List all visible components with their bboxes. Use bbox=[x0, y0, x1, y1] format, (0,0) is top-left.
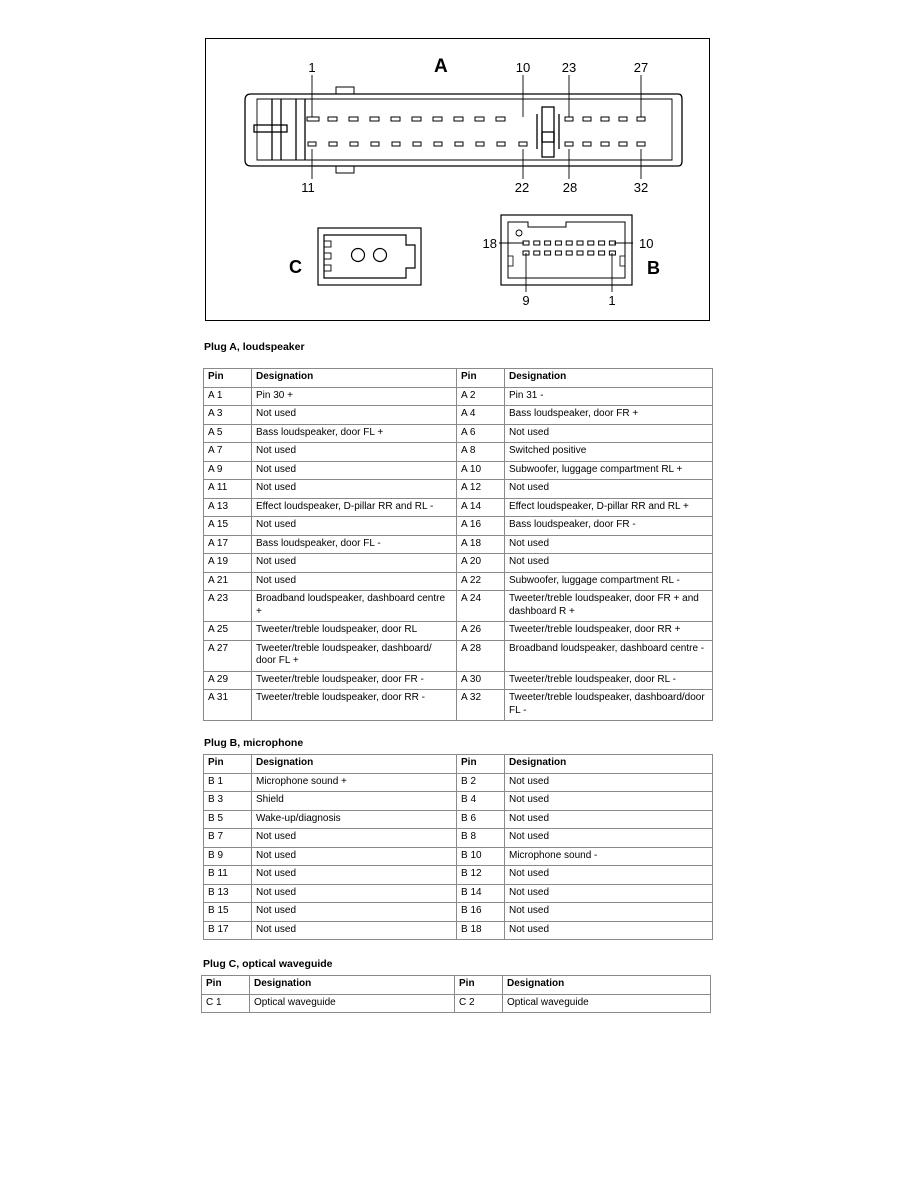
designation-cell: Not used bbox=[252, 554, 457, 573]
pin-cell: A 22 bbox=[457, 572, 505, 591]
plug-a-pin bbox=[637, 142, 645, 146]
designation-cell: Not used bbox=[252, 903, 457, 922]
plug-a-pin bbox=[583, 117, 591, 121]
plug-b-pin-18-label: 18 bbox=[482, 236, 497, 251]
designation-cell: Not used bbox=[505, 921, 713, 940]
table-row bbox=[204, 461, 713, 480]
pin-cell: B 9 bbox=[204, 847, 252, 866]
pin-cell: A 6 bbox=[457, 424, 505, 443]
designation-cell: Effect loudspeaker, D-pillar RR and RL + bbox=[505, 498, 713, 517]
pin-cell: A 17 bbox=[204, 535, 252, 554]
plug-b-pin-9-label: 9 bbox=[522, 293, 530, 308]
pin-cell: A 10 bbox=[457, 461, 505, 480]
designation-cell: Tweeter/treble loudspeaker, dashboard/door FL - bbox=[505, 690, 713, 721]
designation-cell: Not used bbox=[505, 424, 713, 443]
plug-a-pin bbox=[519, 142, 527, 146]
plug-b-pins bbox=[523, 241, 615, 255]
plug-b-pin bbox=[588, 241, 594, 245]
designation-cell: Not used bbox=[252, 921, 457, 940]
pin-cell: B 7 bbox=[204, 829, 252, 848]
pin-cell: A 25 bbox=[204, 622, 252, 641]
pin-cell: A 12 bbox=[457, 480, 505, 499]
plug-a-pin bbox=[497, 142, 505, 146]
table-row bbox=[204, 921, 713, 940]
designation-cell: Bass loudspeaker, door FR + bbox=[505, 406, 713, 425]
designation-cell: Not used bbox=[252, 829, 457, 848]
pin-cell: B 16 bbox=[457, 903, 505, 922]
pin-cell: B 15 bbox=[204, 903, 252, 922]
pin-cell: A 5 bbox=[204, 424, 252, 443]
plug-a-pins bbox=[307, 117, 645, 146]
plug-a-label: A bbox=[434, 56, 448, 77]
table-row bbox=[204, 517, 713, 536]
pin-cell: A 31 bbox=[204, 690, 252, 721]
designation-cell: Tweeter/treble loudspeaker, door RL - bbox=[505, 671, 713, 690]
designation-cell: Microphone sound + bbox=[252, 773, 457, 792]
plug-a-pin bbox=[565, 117, 573, 121]
pin-cell: B 4 bbox=[457, 792, 505, 811]
header-designation: Designation bbox=[505, 755, 713, 774]
designation-cell: Subwoofer, luggage compartment RL - bbox=[505, 572, 713, 591]
plug-b-pin bbox=[566, 251, 572, 255]
designation-cell: Not used bbox=[505, 773, 713, 792]
header-pin: Pin bbox=[202, 976, 250, 995]
designation-cell: Effect loudspeaker, D-pillar RR and RL - bbox=[252, 498, 457, 517]
table-row bbox=[204, 572, 713, 591]
plug-a-pin bbox=[371, 142, 379, 146]
table-row bbox=[204, 406, 713, 425]
designation-cell: Pin 30 + bbox=[252, 387, 457, 406]
plug-a-pin-10-label: 10 bbox=[515, 60, 531, 75]
plug-a-pin bbox=[433, 117, 442, 121]
plug-a-pin bbox=[601, 117, 609, 121]
plug-b-pin bbox=[534, 251, 540, 255]
pin-cell: A 19 bbox=[204, 554, 252, 573]
pin-cell: A 30 bbox=[457, 671, 505, 690]
designation-cell: Wake-up/diagnosis bbox=[252, 810, 457, 829]
plug-b-label: B bbox=[647, 258, 660, 278]
plug-a-pin bbox=[455, 142, 463, 146]
plug-a-pin-22-label: 22 bbox=[514, 180, 530, 195]
pin-cell: B 18 bbox=[457, 921, 505, 940]
plug-a-pin bbox=[619, 117, 627, 121]
pin-cell: A 7 bbox=[204, 443, 252, 462]
pin-cell: A 26 bbox=[457, 622, 505, 641]
header-pin: Pin bbox=[204, 369, 252, 388]
pin-cell: B 13 bbox=[204, 884, 252, 903]
plug-a-pin bbox=[601, 142, 609, 146]
designation-cell: Not used bbox=[505, 866, 713, 885]
header-pin: Pin bbox=[457, 369, 505, 388]
plug-a-pin bbox=[370, 117, 379, 121]
table-row bbox=[204, 591, 713, 622]
table-row bbox=[204, 690, 713, 721]
plug-b-pin bbox=[534, 241, 540, 245]
header-designation: Designation bbox=[252, 369, 457, 388]
pin-cell: B 1 bbox=[204, 773, 252, 792]
plug-b-pin bbox=[555, 251, 561, 255]
designation-cell: Tweeter/treble loudspeaker, door RL bbox=[252, 622, 457, 641]
header-pin: Pin bbox=[455, 976, 503, 995]
plug-a-pin bbox=[619, 142, 627, 146]
plug-a-drawing bbox=[245, 87, 682, 173]
pin-cell: A 28 bbox=[457, 640, 505, 671]
designation-cell: Broadband loudspeaker, dashboard centre - bbox=[505, 640, 713, 671]
pin-cell: A 14 bbox=[457, 498, 505, 517]
pin-cell: A 9 bbox=[204, 461, 252, 480]
plug-a-pin-32-label: 32 bbox=[633, 180, 649, 195]
designation-cell: Bass loudspeaker, door FR - bbox=[505, 517, 713, 536]
designation-cell: Switched positive bbox=[505, 443, 713, 462]
plug-b-pin-1-label: 1 bbox=[608, 293, 616, 308]
plug-a-pin bbox=[349, 117, 358, 121]
plug-a-pin bbox=[496, 117, 505, 121]
plug-a-pin bbox=[307, 117, 319, 121]
designation-cell: Bass loudspeaker, door FL - bbox=[252, 535, 457, 554]
plug-a-pin bbox=[328, 117, 337, 121]
designation-cell: Optical waveguide bbox=[503, 994, 711, 1013]
pin-cell: B 8 bbox=[457, 829, 505, 848]
header-designation: Designation bbox=[503, 976, 711, 995]
designation-cell: Broadband loudspeaker, dashboard centre + bbox=[252, 591, 457, 622]
plug-a-leaders bbox=[312, 75, 641, 179]
designation-cell: Not used bbox=[505, 792, 713, 811]
table-row bbox=[204, 847, 713, 866]
plug-b-pin bbox=[545, 241, 551, 245]
plug-b-pin bbox=[599, 241, 605, 245]
plug-b-pin bbox=[555, 241, 561, 245]
table-header-row bbox=[204, 369, 713, 388]
pin-cell: A 24 bbox=[457, 591, 505, 622]
header-designation: Designation bbox=[505, 369, 713, 388]
plug-b-pin-10-label: 10 bbox=[639, 236, 654, 251]
table-row bbox=[204, 792, 713, 811]
plug-b-pin bbox=[577, 241, 583, 245]
pin-cell: A 13 bbox=[204, 498, 252, 517]
pin-cell: A 29 bbox=[204, 671, 252, 690]
plug-a-pin bbox=[308, 142, 316, 146]
plug-a-pin bbox=[475, 117, 484, 121]
table-row bbox=[202, 994, 711, 1013]
plug-b-pin bbox=[577, 251, 583, 255]
pin-cell: A 11 bbox=[204, 480, 252, 499]
plug-a-pin bbox=[583, 142, 591, 146]
pin-cell: C 1 bbox=[202, 994, 250, 1013]
designation-cell: Not used bbox=[252, 884, 457, 903]
designation-cell: Not used bbox=[252, 866, 457, 885]
designation-cell: Tweeter/treble loudspeaker, door FR - bbox=[252, 671, 457, 690]
header-designation: Designation bbox=[252, 755, 457, 774]
designation-cell: Bass loudspeaker, door FL + bbox=[252, 424, 457, 443]
designation-cell: Not used bbox=[505, 554, 713, 573]
designation-cell: Microphone sound - bbox=[505, 847, 713, 866]
plug-a-pin bbox=[637, 117, 645, 121]
pin-cell: A 4 bbox=[457, 406, 505, 425]
designation-cell: Not used bbox=[505, 480, 713, 499]
table-row bbox=[204, 554, 713, 573]
pin-cell: A 23 bbox=[204, 591, 252, 622]
pin-cell: A 3 bbox=[204, 406, 252, 425]
designation-cell: Not used bbox=[252, 572, 457, 591]
table-row bbox=[204, 622, 713, 641]
connector-diagram bbox=[205, 38, 710, 321]
table-row bbox=[204, 810, 713, 829]
designation-cell: Not used bbox=[252, 443, 457, 462]
plug-a-pin bbox=[412, 117, 421, 121]
table-header-row bbox=[202, 976, 711, 995]
plug-a-pin bbox=[350, 142, 358, 146]
pin-cell: B 17 bbox=[204, 921, 252, 940]
plug-b-pin bbox=[588, 251, 594, 255]
plug-a-pin-28-label: 28 bbox=[562, 180, 578, 195]
header-pin: Pin bbox=[204, 755, 252, 774]
pin-cell: A 15 bbox=[204, 517, 252, 536]
table-row bbox=[204, 773, 713, 792]
plug-a-pin bbox=[329, 142, 337, 146]
plug-a-table bbox=[203, 368, 713, 721]
plug-a-pin bbox=[391, 117, 400, 121]
pin-cell: B 6 bbox=[457, 810, 505, 829]
plug-c-title: Plug C, optical waveguide bbox=[203, 958, 333, 970]
pin-cell: B 14 bbox=[457, 884, 505, 903]
table-header-row bbox=[204, 755, 713, 774]
plug-a-pin-1-label: 1 bbox=[308, 60, 316, 75]
pin-cell: B 12 bbox=[457, 866, 505, 885]
designation-cell: Not used bbox=[252, 406, 457, 425]
plug-a-pin bbox=[434, 142, 442, 146]
designation-cell: Tweeter/treble loudspeaker, door FR + and dashboard R + bbox=[505, 591, 713, 622]
table-row bbox=[204, 866, 713, 885]
table-row bbox=[204, 424, 713, 443]
pin-cell: A 20 bbox=[457, 554, 505, 573]
plug-b-title: Plug B, microphone bbox=[204, 737, 304, 749]
designation-cell: Not used bbox=[252, 517, 457, 536]
pin-cell: B 3 bbox=[204, 792, 252, 811]
table-row bbox=[204, 884, 713, 903]
pin-cell: A 18 bbox=[457, 535, 505, 554]
plug-b-pin bbox=[566, 241, 572, 245]
table-row bbox=[204, 903, 713, 922]
designation-cell: Not used bbox=[252, 847, 457, 866]
table-row bbox=[204, 829, 713, 848]
designation-cell: Not used bbox=[252, 461, 457, 480]
plug-a-pin-27-label: 27 bbox=[633, 60, 649, 75]
table-row bbox=[204, 498, 713, 517]
pin-cell: A 27 bbox=[204, 640, 252, 671]
designation-cell: Not used bbox=[505, 884, 713, 903]
plug-a-pin-11-label: 11 bbox=[301, 180, 315, 195]
pin-cell: A 16 bbox=[457, 517, 505, 536]
designation-cell: Tweeter/treble loudspeaker, dashboard/ door FL + bbox=[252, 640, 457, 671]
designation-cell: Subwoofer, luggage compartment RL + bbox=[505, 461, 713, 480]
designation-cell: Tweeter/treble loudspeaker, door RR + bbox=[505, 622, 713, 641]
designation-cell: Optical waveguide bbox=[250, 994, 455, 1013]
designation-cell: Pin 31 - bbox=[505, 387, 713, 406]
table-row bbox=[204, 443, 713, 462]
pin-cell: C 2 bbox=[455, 994, 503, 1013]
pin-cell: B 2 bbox=[457, 773, 505, 792]
table-row bbox=[204, 671, 713, 690]
plug-a-pin bbox=[476, 142, 484, 146]
pin-cell: B 10 bbox=[457, 847, 505, 866]
designation-cell: Tweeter/treble loudspeaker, door RR - bbox=[252, 690, 457, 721]
header-designation: Designation bbox=[250, 976, 455, 995]
header-pin: Pin bbox=[457, 755, 505, 774]
table-row bbox=[204, 480, 713, 499]
designation-cell: Not used bbox=[252, 480, 457, 499]
plug-c-table bbox=[201, 975, 711, 1013]
designation-cell: Shield bbox=[252, 792, 457, 811]
plug-a-pin bbox=[565, 142, 573, 146]
plug-b-pin bbox=[599, 251, 605, 255]
plug-a-pin bbox=[413, 142, 421, 146]
pin-cell: A 21 bbox=[204, 572, 252, 591]
pin-cell: A 2 bbox=[457, 387, 505, 406]
table-row bbox=[204, 387, 713, 406]
plug-a-pin bbox=[392, 142, 400, 146]
plug-b-table bbox=[203, 754, 713, 940]
table-row bbox=[204, 640, 713, 671]
designation-cell: Not used bbox=[505, 903, 713, 922]
plug-a-pin bbox=[454, 117, 463, 121]
plug-c-drawing bbox=[318, 228, 421, 285]
plug-a-title: Plug A, loudspeaker bbox=[204, 341, 305, 353]
designation-cell: Not used bbox=[505, 829, 713, 848]
pin-cell: A 8 bbox=[457, 443, 505, 462]
designation-cell: Not used bbox=[505, 810, 713, 829]
plug-b-pin bbox=[545, 251, 551, 255]
table-row bbox=[204, 535, 713, 554]
pin-cell: B 5 bbox=[204, 810, 252, 829]
plug-c-label: C bbox=[289, 257, 302, 277]
connector-diagram-svg bbox=[206, 39, 711, 322]
plug-a-pin-23-label: 23 bbox=[561, 60, 577, 75]
pin-cell: A 1 bbox=[204, 387, 252, 406]
designation-cell: Not used bbox=[505, 535, 713, 554]
pin-cell: B 11 bbox=[204, 866, 252, 885]
pin-cell: A 32 bbox=[457, 690, 505, 721]
